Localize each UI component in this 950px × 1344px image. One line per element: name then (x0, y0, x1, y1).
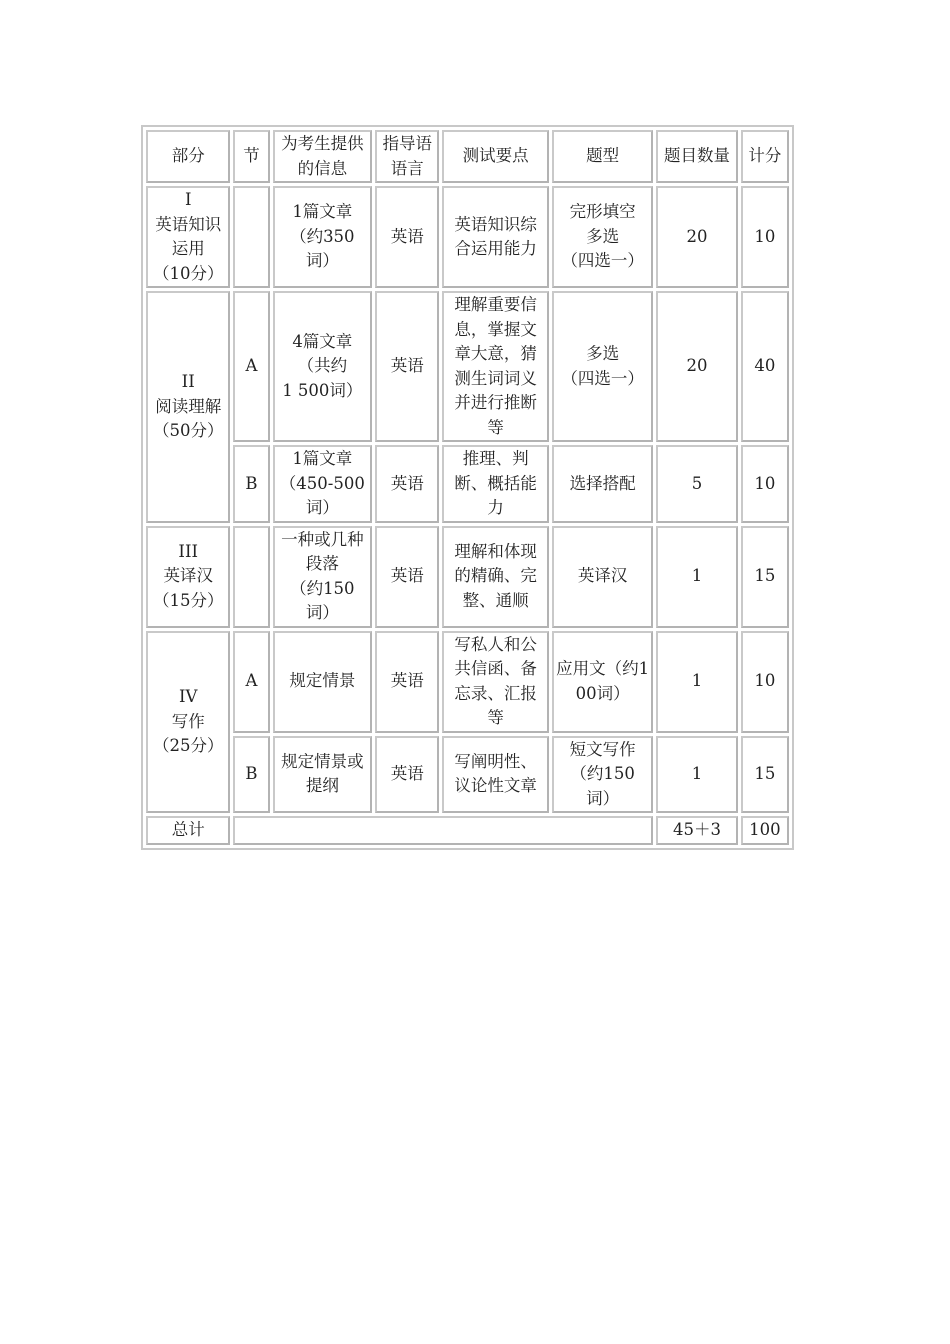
table-row (146, 736, 789, 814)
cell-part: III 英译汉 （15分） (146, 526, 230, 628)
cell-part: I 英语知识 运用 （10分） (146, 186, 230, 288)
cell-count: 1 (656, 526, 737, 628)
cell-info: 一种或几种段落 （约150 词） (273, 526, 372, 628)
header-count: 题目数量 (656, 130, 737, 183)
cell-info: 1篇文章 （约350 词） (273, 186, 372, 288)
cell-language: 英语 (375, 526, 439, 628)
exam-structure-table (141, 125, 794, 850)
cell-section: A (233, 291, 269, 442)
cell-count: 1 (656, 631, 737, 733)
cell-score: 10 (741, 186, 789, 288)
cell-language: 英语 (375, 186, 439, 288)
total-score: 100 (741, 816, 789, 845)
cell-info: 4篇文章 （共约 1 500词） (273, 291, 372, 442)
cell-section: A (233, 631, 269, 733)
table-row (146, 186, 789, 288)
cell-score: 40 (741, 291, 789, 442)
cell-language: 英语 (375, 631, 439, 733)
table-row (146, 291, 789, 442)
cell-count: 20 (656, 291, 737, 442)
cell-count: 5 (656, 445, 737, 523)
total-row (146, 816, 789, 845)
table-row (146, 526, 789, 628)
cell-section (233, 186, 269, 288)
cell-score: 15 (741, 736, 789, 814)
table-row (146, 631, 789, 733)
header-language: 指导语语言 (375, 130, 439, 183)
total-filler (233, 816, 653, 845)
cell-type: 应用文（约100词） (552, 631, 653, 733)
cell-focus: 写私人和公共信函、备忘录、汇报等 (442, 631, 549, 733)
cell-score: 10 (741, 631, 789, 733)
header-type: 题型 (552, 130, 653, 183)
cell-focus: 推理、判断、概括能力 (442, 445, 549, 523)
cell-language: 英语 (375, 445, 439, 523)
cell-section (233, 526, 269, 628)
cell-type: 英译汉 (552, 526, 653, 628)
cell-section: B (233, 445, 269, 523)
cell-focus: 写阐明性、议论性文章 (442, 736, 549, 814)
header-focus: 测试要点 (442, 130, 549, 183)
table-row (146, 445, 789, 523)
cell-type: 完形填空 多选 （四选一） (552, 186, 653, 288)
cell-part: II 阅读理解 （50分） (146, 291, 230, 523)
cell-focus: 理解和体现的精确、完整、通顺 (442, 526, 549, 628)
cell-type: 选择搭配 (552, 445, 653, 523)
cell-language: 英语 (375, 291, 439, 442)
cell-language: 英语 (375, 736, 439, 814)
cell-focus: 理解重要信息，掌握文章大意，猜测生词词义并进行推断等 (442, 291, 549, 442)
cell-info: 规定情景或提纲 (273, 736, 372, 814)
header-section: 节 (233, 130, 269, 183)
cell-info: 规定情景 (273, 631, 372, 733)
header-part: 部分 (146, 130, 230, 183)
cell-score: 15 (741, 526, 789, 628)
cell-count: 20 (656, 186, 737, 288)
header-score: 计分 (741, 130, 789, 183)
cell-part: IV 写作 （25分） (146, 631, 230, 814)
cell-section: B (233, 736, 269, 814)
cell-type: 短文写作 （约150 词） (552, 736, 653, 814)
total-label: 总计 (146, 816, 230, 845)
cell-info: 1篇文章 （450-500 词） (273, 445, 372, 523)
cell-focus: 英语知识综合运用能力 (442, 186, 549, 288)
cell-type: 多选 （四选一） (552, 291, 653, 442)
header-info: 为考生提供的信息 (273, 130, 372, 183)
total-count: 45＋3 (656, 816, 737, 845)
cell-score: 10 (741, 445, 789, 523)
header-row (146, 130, 789, 183)
cell-count: 1 (656, 736, 737, 814)
